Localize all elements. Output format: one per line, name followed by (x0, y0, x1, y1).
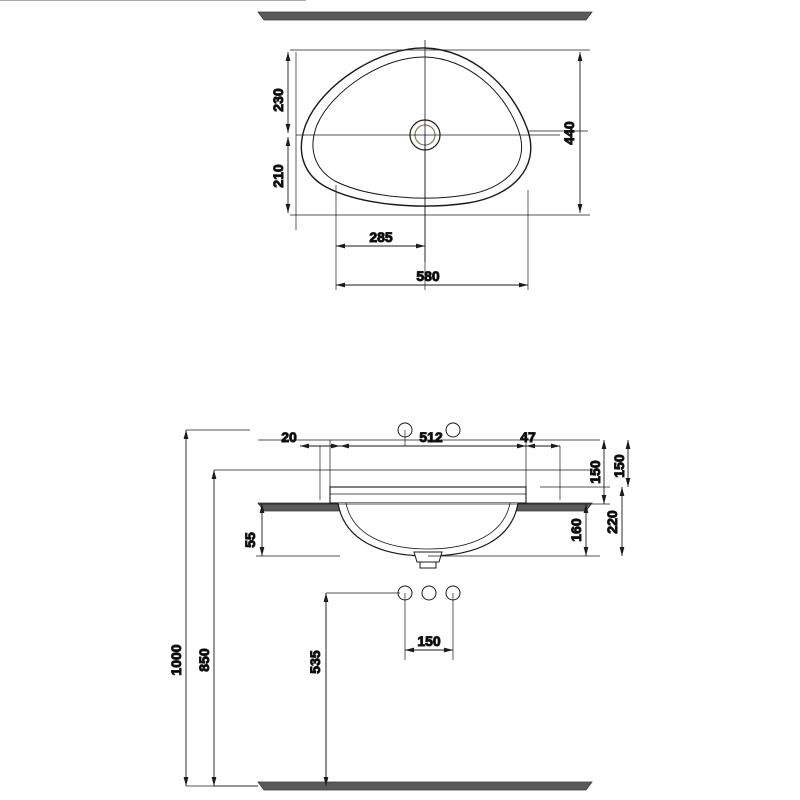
extension-lines-side (186, 430, 610, 786)
dim-label-150-c: 150 (417, 633, 441, 649)
dim-label-47: 47 (520, 429, 536, 445)
dim-label-150-b: 150 (611, 454, 627, 478)
dim-label-512: 512 (419, 429, 443, 445)
dim-label-230: 230 (270, 88, 286, 112)
floor-bar (258, 782, 592, 790)
dim-label-1000: 1000 (168, 644, 184, 676)
dim-label-160: 160 (568, 518, 584, 542)
dim-label-535: 535 (307, 650, 323, 674)
wall-bar-top (258, 12, 592, 20)
dim-label-285: 285 (369, 229, 393, 245)
dim-label-20: 20 (281, 429, 297, 445)
dim-label-850: 850 (196, 648, 212, 672)
dim-label-220: 220 (604, 510, 620, 534)
dim-label-580: 580 (416, 268, 440, 284)
dim-label-440: 440 (561, 121, 577, 145)
dim-label-210: 210 (270, 164, 286, 188)
dim-label-55: 55 (242, 532, 258, 548)
supply-holes (398, 586, 460, 600)
dim-label-150-a: 150 (587, 460, 603, 484)
